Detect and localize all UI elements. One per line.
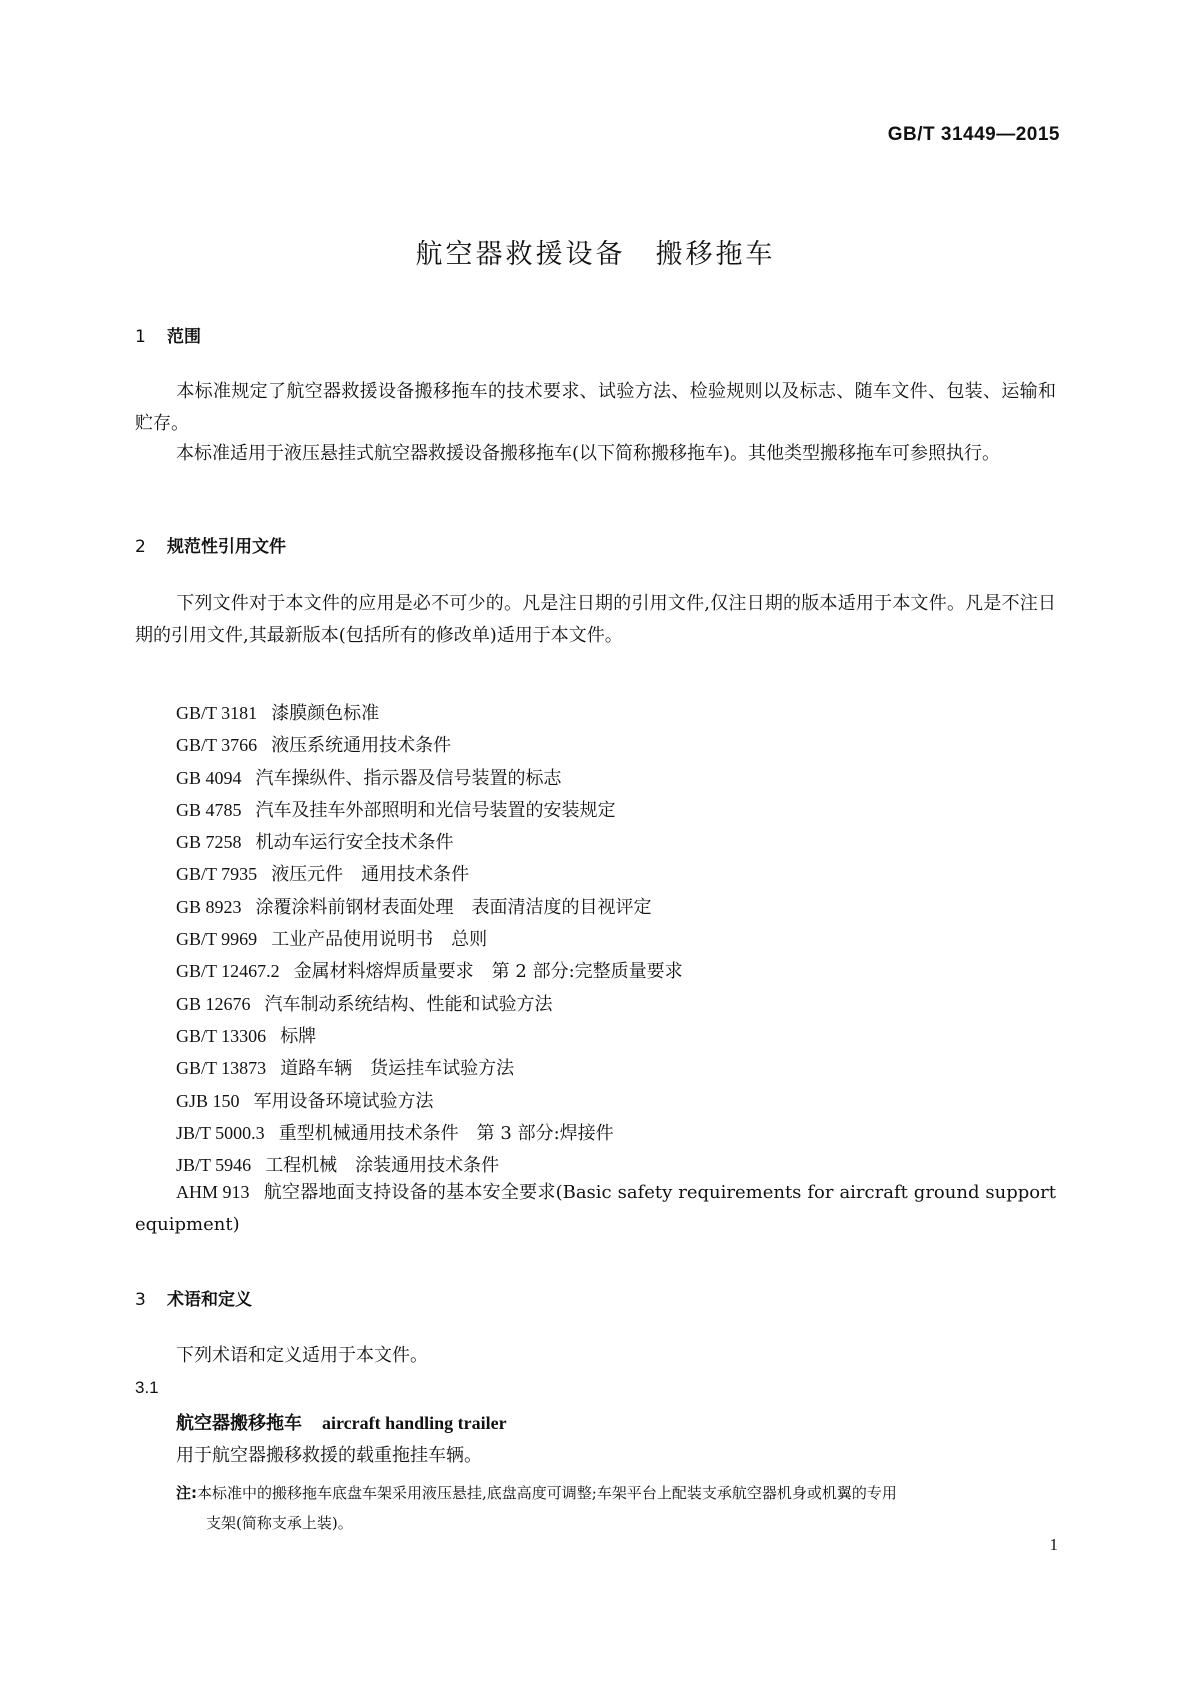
paragraph-text: 下列术语和定义适用于本文件。 [176, 1345, 428, 1366]
reference-item [176, 858, 683, 890]
reference-item [176, 1085, 683, 1117]
section-3-intro [135, 1340, 1056, 1372]
section-2-heading [135, 532, 286, 557]
reference-item [176, 891, 683, 923]
reference-title: 重型机械通用技术条件 第 3 部分:焊接件 [278, 1122, 614, 1144]
reference-item [176, 729, 683, 761]
reference-title: 工业产品使用说明书 总则 [271, 929, 488, 951]
reference-item [176, 955, 683, 987]
reference-item [176, 1020, 683, 1052]
paragraph-text: 下列文件对于本文件的应用是必不可少的。凡是注日期的引用文件,仅注日期的版本适用于本文件。凡是不注日期的引用文件,其最新版本(包括所有的修改单)适用于本文件。 [135, 593, 1056, 646]
reference-title: 标牌 [280, 1025, 317, 1047]
reference-title: 汽车操纵件、指示器及信号装置的标志 [255, 767, 562, 789]
note-text-line-2: 支架(简称支承上装)。 [206, 1514, 353, 1532]
reference-title: 工程机械 涂装通用技术条件 [265, 1155, 500, 1177]
section-title: 术语和定义 [167, 1290, 252, 1310]
reference-item [176, 988, 683, 1020]
reference-title: 汽车及挂车外部照明和光信号装置的安装规定 [255, 799, 616, 821]
reference-item [176, 794, 683, 826]
reference-title: 液压系统通用技术条件 [271, 735, 452, 757]
reference-item [176, 697, 683, 729]
term-number: 3.1 [135, 1378, 159, 1397]
reference-code: JB/T 5000.3 [176, 1122, 265, 1143]
section-number: 1 [135, 327, 146, 347]
reference-code: GB/T 3766 [176, 735, 258, 756]
note-label: 注: [176, 1484, 197, 1502]
section-number: 2 [135, 537, 146, 557]
reference-code: GB/T 12467.2 [176, 961, 280, 982]
term-zh: 航空器搬移拖车 [176, 1413, 302, 1434]
section-number: 3 [135, 1290, 146, 1310]
reference-item [176, 1117, 683, 1149]
reference-code: GB/T 9969 [176, 929, 258, 950]
reference-code: AHM 913 [176, 1182, 250, 1202]
reference-title: 航空器地面支持设备的基本安全要求(Basic safety requirements for aircraft ground support equipment) [135, 1182, 1056, 1235]
reference-code: GJB 150 [176, 1090, 240, 1111]
reference-code: GB 7258 [176, 832, 242, 853]
section-1-heading [135, 322, 201, 347]
term-entry [176, 1409, 507, 1435]
term-note [176, 1478, 1056, 1538]
reference-item [176, 923, 683, 955]
reference-code: GB 4785 [176, 799, 242, 820]
reference-code: JB/T 5946 [176, 1155, 252, 1176]
section-1-para-1 [135, 376, 1056, 440]
term-en: aircraft handling trailer [322, 1413, 507, 1433]
note-text-line-1: 本标准中的搬移拖车底盘车架采用液压悬挂,底盘高度可调整;车架平台上配装支承航空器机身或机翼的专用 [197, 1484, 897, 1502]
reference-code: GB/T 7935 [176, 864, 258, 885]
page-number: 1 [1049, 1535, 1058, 1554]
standard-code: GB/T 31449—2015 [887, 124, 1060, 145]
reference-item [176, 762, 683, 794]
section-3-heading [135, 1285, 252, 1310]
term-definition: 用于航空器搬移救援的载重拖挂车辆。 [176, 1445, 482, 1466]
reference-item-ahm [135, 1176, 1056, 1241]
reference-code: GB 12676 [176, 993, 251, 1014]
reference-code: GB 8923 [176, 896, 242, 917]
reference-list [176, 697, 683, 1181]
reference-item [176, 1052, 683, 1084]
reference-title: 道路车辆 货运挂车试验方法 [280, 1058, 515, 1080]
section-title: 范围 [167, 327, 201, 347]
paragraph-text: 本标准规定了航空器救援设备搬移拖车的技术要求、试验方法、检验规则以及标志、随车文件、包装、运输和贮存。 [135, 381, 1056, 434]
reference-title: 机动车运行安全技术条件 [255, 832, 454, 854]
reference-code: GB/T 13873 [176, 1058, 267, 1079]
reference-title: 金属材料熔焊质量要求 第 2 部分:完整质量要求 [293, 961, 683, 983]
reference-title: 漆膜颜色标准 [271, 703, 380, 724]
reference-title: 涂覆涂料前钢材表面处理 表面清洁度的目视评定 [255, 896, 652, 918]
reference-title: 液压元件 通用技术条件 [271, 864, 470, 886]
reference-code: GB/T 13306 [176, 1025, 267, 1046]
reference-code: GB/T 3181 [176, 703, 258, 723]
document-title: 航空器救援设备 搬移拖车 [415, 239, 776, 270]
reference-title: 汽车制动系统结构、性能和试验方法 [264, 993, 553, 1015]
reference-title: 军用设备环境试验方法 [253, 1090, 434, 1112]
section-title: 规范性引用文件 [167, 537, 286, 557]
reference-item [176, 826, 683, 858]
paragraph-text: 本标准适用于液压悬挂式航空器救援设备搬移拖车(以下简称搬移拖车)。其他类型搬移拖车可参照执行。 [176, 443, 1001, 464]
reference-code: GB 4094 [176, 767, 242, 788]
section-2-intro [135, 588, 1056, 652]
section-1-para-2 [135, 438, 1056, 470]
